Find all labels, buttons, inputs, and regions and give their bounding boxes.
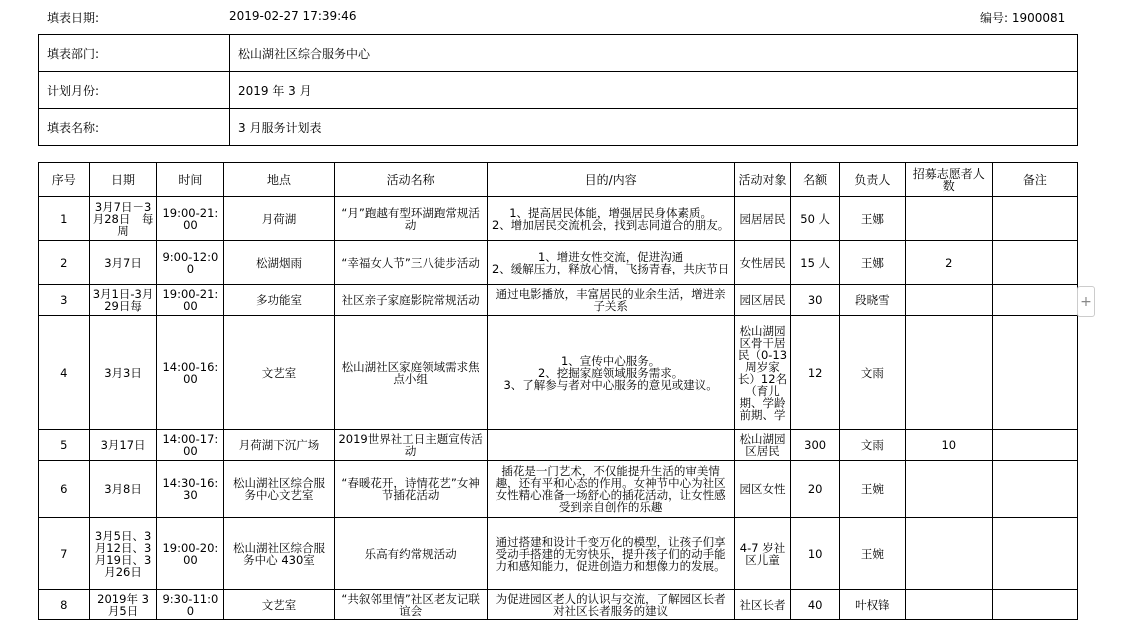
row-no-text: 5 [60, 439, 68, 451]
row-place [224, 316, 334, 430]
row-volunteers [905, 461, 992, 518]
row-time-text: 19:00-21:00 [162, 288, 219, 312]
row-content [487, 197, 734, 241]
form-name-value: 3 月服务计划表 [230, 109, 1078, 146]
info-row-department [39, 35, 1078, 72]
row-target [734, 285, 791, 316]
row-time [157, 590, 224, 620]
row-remark [992, 197, 1077, 241]
row-no [39, 590, 90, 620]
row-date-text: 3月7日 [104, 256, 142, 269]
row-quota-text: 12 [807, 366, 823, 379]
row-no-text: 8 [60, 598, 68, 611]
row-target-text: 松山湖园区骨干居民（0-13周岁家长）12名（育儿期、学龄前期、学 [737, 324, 788, 421]
table-row [39, 430, 1078, 461]
row-leader-text: 王娜 [860, 256, 884, 269]
row-activity-name [334, 241, 487, 285]
row-place [224, 518, 334, 590]
row-content [487, 590, 734, 620]
row-leader [839, 461, 905, 518]
row-content-text: 通过搭建和设计千变万化的模型，让孩子们享受动手搭建的无穷快乐，提升孩子们的动手能力和感知能力，促进创造力和想像力的发展。 [495, 535, 726, 572]
row-no [39, 197, 90, 241]
row-activity-name [334, 197, 487, 241]
row-time [157, 197, 224, 241]
row-volunteers [905, 241, 992, 285]
row-no [39, 241, 90, 285]
row-content [487, 285, 734, 316]
row-date-text: 3月3日 [104, 366, 142, 379]
row-place [224, 430, 334, 461]
row-place-text: 文艺室 [261, 598, 297, 611]
row-leader-text: 王婉 [860, 547, 884, 560]
row-target-text: 松山湖园区居民 [739, 433, 786, 457]
row-activity-name-text: 2019世界社工日主题宣传活动 [338, 433, 483, 457]
row-activity-name-text: “月”跑越有型环湖跑常规活动 [341, 206, 480, 231]
row-quota-text: 10 [807, 547, 823, 560]
col-header-content: 目的/内容 [487, 163, 734, 197]
fill-date-label: 填表日期: [47, 11, 100, 25]
row-leader-text: 文雨 [860, 439, 884, 451]
row-date-text: 3月7日－3月28日 每周 [92, 200, 154, 237]
row-date [89, 241, 157, 285]
row-quota [791, 461, 840, 518]
row-date [89, 197, 157, 241]
row-no [39, 316, 90, 430]
row-content-text: 1、增进女性交流，促进沟通 2、缓解压力，释放心情，飞扬青春，共庆节日 [491, 250, 730, 275]
row-target [734, 430, 791, 461]
row-activity-name [334, 285, 487, 316]
row-place-text: 松湖烟雨 [255, 256, 302, 269]
row-content-text: 1、宣传中心服务。 2、挖掘家庭领域服务需求。 3、了解参与者对中心服务的意见或建议。 [503, 354, 718, 391]
row-no-text: 4 [60, 366, 68, 379]
row-place-text: 文艺室 [261, 366, 297, 379]
row-remark [992, 285, 1077, 316]
row-quota [791, 590, 840, 620]
row-date [89, 518, 157, 590]
row-leader [839, 316, 905, 430]
table-row [39, 461, 1078, 518]
row-target [734, 518, 791, 590]
row-date [89, 590, 157, 620]
info-table [38, 34, 1078, 146]
row-volunteers [905, 316, 992, 430]
row-leader-text: 文雨 [860, 366, 884, 379]
row-leader [839, 285, 905, 316]
row-place-text: 月荷湖 [261, 212, 297, 225]
row-date-text: 3月8日 [104, 483, 142, 495]
row-content [487, 461, 734, 518]
row-target-text: 园区居民 [739, 294, 786, 306]
row-quota-text: 15 人 [800, 256, 831, 269]
row-quota [791, 316, 840, 430]
table-row [39, 241, 1078, 285]
row-leader-text: 叶权锋 [855, 598, 890, 611]
row-time [157, 461, 224, 518]
row-leader-text: 王婉 [860, 483, 884, 495]
row-quota [791, 430, 840, 461]
col-header-activity: 活动名称 [334, 163, 487, 197]
row-activity-name-text: “共叙邻里情”社区老友记联谊会 [341, 592, 480, 617]
form-name-label: 填表名称: [39, 109, 230, 146]
info-row-month [39, 72, 1078, 109]
row-activity-name [334, 316, 487, 430]
plan-table-body [39, 197, 1078, 620]
plan-month-value: 2019 年 3 月 [230, 72, 1078, 109]
row-leader [839, 590, 905, 620]
row-content-text: 为促进园区老人的认识与交流，了解园区长者对社区长者服务的建议 [495, 592, 726, 617]
row-activity-name-text: 松山湖社区家庭领域需求焦点小组 [341, 360, 480, 385]
row-remark [992, 316, 1077, 430]
row-target-text: 园居居民 [739, 212, 786, 225]
department-label: 填表部门: [39, 35, 230, 72]
row-place-text: 松山湖社区综合服务中心 430室 [232, 541, 325, 566]
row-remark [992, 241, 1077, 285]
row-leader [839, 197, 905, 241]
row-content-text: 插花是一门艺术，不仅能提升生活的审美情趣，还有平和心态的作用。女神节中心为社区女性精心准备一场舒心的插花活动，让女性感受到亲自创作的乐趣 [495, 465, 726, 513]
row-date [89, 316, 157, 430]
row-activity-name-text: “春暖花开，诗情花艺”女神节插花活动 [341, 477, 480, 501]
row-target [734, 316, 791, 430]
row-volunteers [905, 430, 992, 461]
row-content-text: 1、提高居民体能，增强居民身体素质。 2、增加居民交流机会，找到志同道合的朋友。 [491, 206, 730, 231]
row-time-text: 14:30-16:30 [162, 477, 219, 501]
row-time-text: 9:00-12:00 [162, 250, 219, 275]
row-leader [839, 518, 905, 590]
row-leader [839, 241, 905, 285]
table-row [39, 197, 1078, 241]
row-place-text: 松山湖社区综合服务中心文艺室 [232, 477, 325, 501]
row-volunteers [905, 518, 992, 590]
info-row-name [39, 109, 1078, 146]
col-header-remark: 备注 [992, 163, 1077, 197]
row-activity-name [334, 590, 487, 620]
row-time-text: 14:00-17:00 [162, 433, 219, 457]
table-row [39, 316, 1078, 430]
row-target-text: 女性居民 [739, 256, 786, 269]
row-date-text: 3月17日 [100, 439, 146, 451]
row-target [734, 461, 791, 518]
row-no-text: 1 [60, 212, 68, 225]
row-quota-text: 50 人 [800, 212, 831, 225]
row-volunteers [905, 197, 992, 241]
row-activity-name-text: “幸福女人节”三八徒步活动 [341, 256, 480, 269]
row-no [39, 518, 90, 590]
row-activity-name [334, 430, 487, 461]
row-no-text: 2 [60, 256, 68, 269]
table-row [39, 285, 1078, 316]
row-quota [791, 197, 840, 241]
department-value: 松山湖社区综合服务中心 [230, 35, 1078, 72]
row-target-text: 4-7 岁社区儿童 [739, 541, 786, 566]
row-volunteers [905, 285, 992, 316]
row-quota [791, 241, 840, 285]
row-place [224, 197, 334, 241]
row-time [157, 285, 224, 316]
row-place-text: 多功能室 [255, 294, 302, 306]
row-place [224, 590, 334, 620]
row-time [157, 316, 224, 430]
row-target [734, 241, 791, 285]
row-target [734, 197, 791, 241]
add-plus-button[interactable]: + [1077, 286, 1095, 317]
row-quota-text: 30 [807, 294, 823, 306]
form-number-label: 编号: [980, 11, 1009, 25]
row-content-text: 通过电影播放，丰富居民的业余生活，增进亲子关系 [495, 288, 726, 312]
row-remark [992, 590, 1077, 620]
row-date [89, 285, 157, 316]
row-place-text: 月荷湖下沉广场 [238, 439, 320, 451]
row-activity-name-text: 乐高有约常规活动 [364, 547, 457, 560]
row-activity-name-text: 社区亲子家庭影院常规活动 [341, 294, 480, 306]
row-time-text: 9:30-11:00 [162, 592, 219, 617]
col-header-date: 日期 [89, 163, 157, 197]
row-leader-text: 段晓雪 [855, 294, 890, 306]
plan-table [38, 162, 1078, 620]
col-header-quota: 名额 [791, 163, 840, 197]
table-row [39, 518, 1078, 590]
row-no [39, 430, 90, 461]
row-quota [791, 285, 840, 316]
row-time [157, 518, 224, 590]
row-content [487, 241, 734, 285]
row-leader [839, 430, 905, 461]
row-target-text: 社区长者 [739, 598, 786, 611]
row-quota-text: 20 [807, 483, 823, 495]
row-target-text: 园区女性 [739, 483, 786, 495]
row-time [157, 241, 224, 285]
row-remark [992, 461, 1077, 518]
row-date [89, 461, 157, 518]
row-no-text: 6 [60, 483, 68, 495]
col-header-target: 活动对象 [734, 163, 791, 197]
plan-month-label: 计划月份: [39, 72, 230, 109]
col-header-no: 序号 [39, 163, 90, 197]
row-date [89, 430, 157, 461]
row-date-text: 2019年 3月5日 [97, 592, 149, 617]
row-time-text: 19:00-20:00 [162, 541, 219, 566]
row-leader-text: 王娜 [860, 212, 884, 225]
row-time-text: 19:00-21:00 [162, 206, 219, 231]
row-content [487, 316, 734, 430]
row-no-text: 3 [60, 294, 68, 306]
row-remark [992, 430, 1077, 461]
row-date-text: 3月1日-3月29日每 [92, 288, 154, 312]
row-no [39, 285, 90, 316]
row-volunteers-text: 10 [941, 439, 957, 451]
row-content [487, 430, 734, 461]
row-activity-name [334, 461, 487, 518]
table-header-row [39, 163, 1078, 197]
row-no [39, 461, 90, 518]
row-time [157, 430, 224, 461]
row-no-text: 7 [60, 547, 68, 560]
row-place [224, 285, 334, 316]
row-quota [791, 518, 840, 590]
row-activity-name [334, 518, 487, 590]
form-number-value: 1900081 [1011, 11, 1066, 25]
col-header-time: 时间 [157, 163, 224, 197]
row-target [734, 590, 791, 620]
row-volunteers-text: 2 [945, 256, 953, 269]
fill-date-value: 2019-02-27 17:39:46 [229, 9, 357, 23]
col-header-place: 地点 [224, 163, 334, 197]
row-time-text: 14:00-16:00 [162, 360, 219, 385]
col-header-volunteers: 招募志愿者人数 [905, 163, 992, 197]
row-remark [992, 518, 1077, 590]
row-place [224, 241, 334, 285]
table-row [39, 590, 1078, 620]
row-volunteers [905, 590, 992, 620]
row-quota-text: 300 [804, 439, 827, 451]
row-quota-text: 40 [807, 598, 823, 611]
col-header-leader: 负责人 [839, 163, 905, 197]
row-place [224, 461, 334, 518]
row-content [487, 518, 734, 590]
form-number [980, 9, 1065, 26]
row-date-text: 3月5日、3月12日、3月19日、3月26日 [94, 529, 152, 578]
